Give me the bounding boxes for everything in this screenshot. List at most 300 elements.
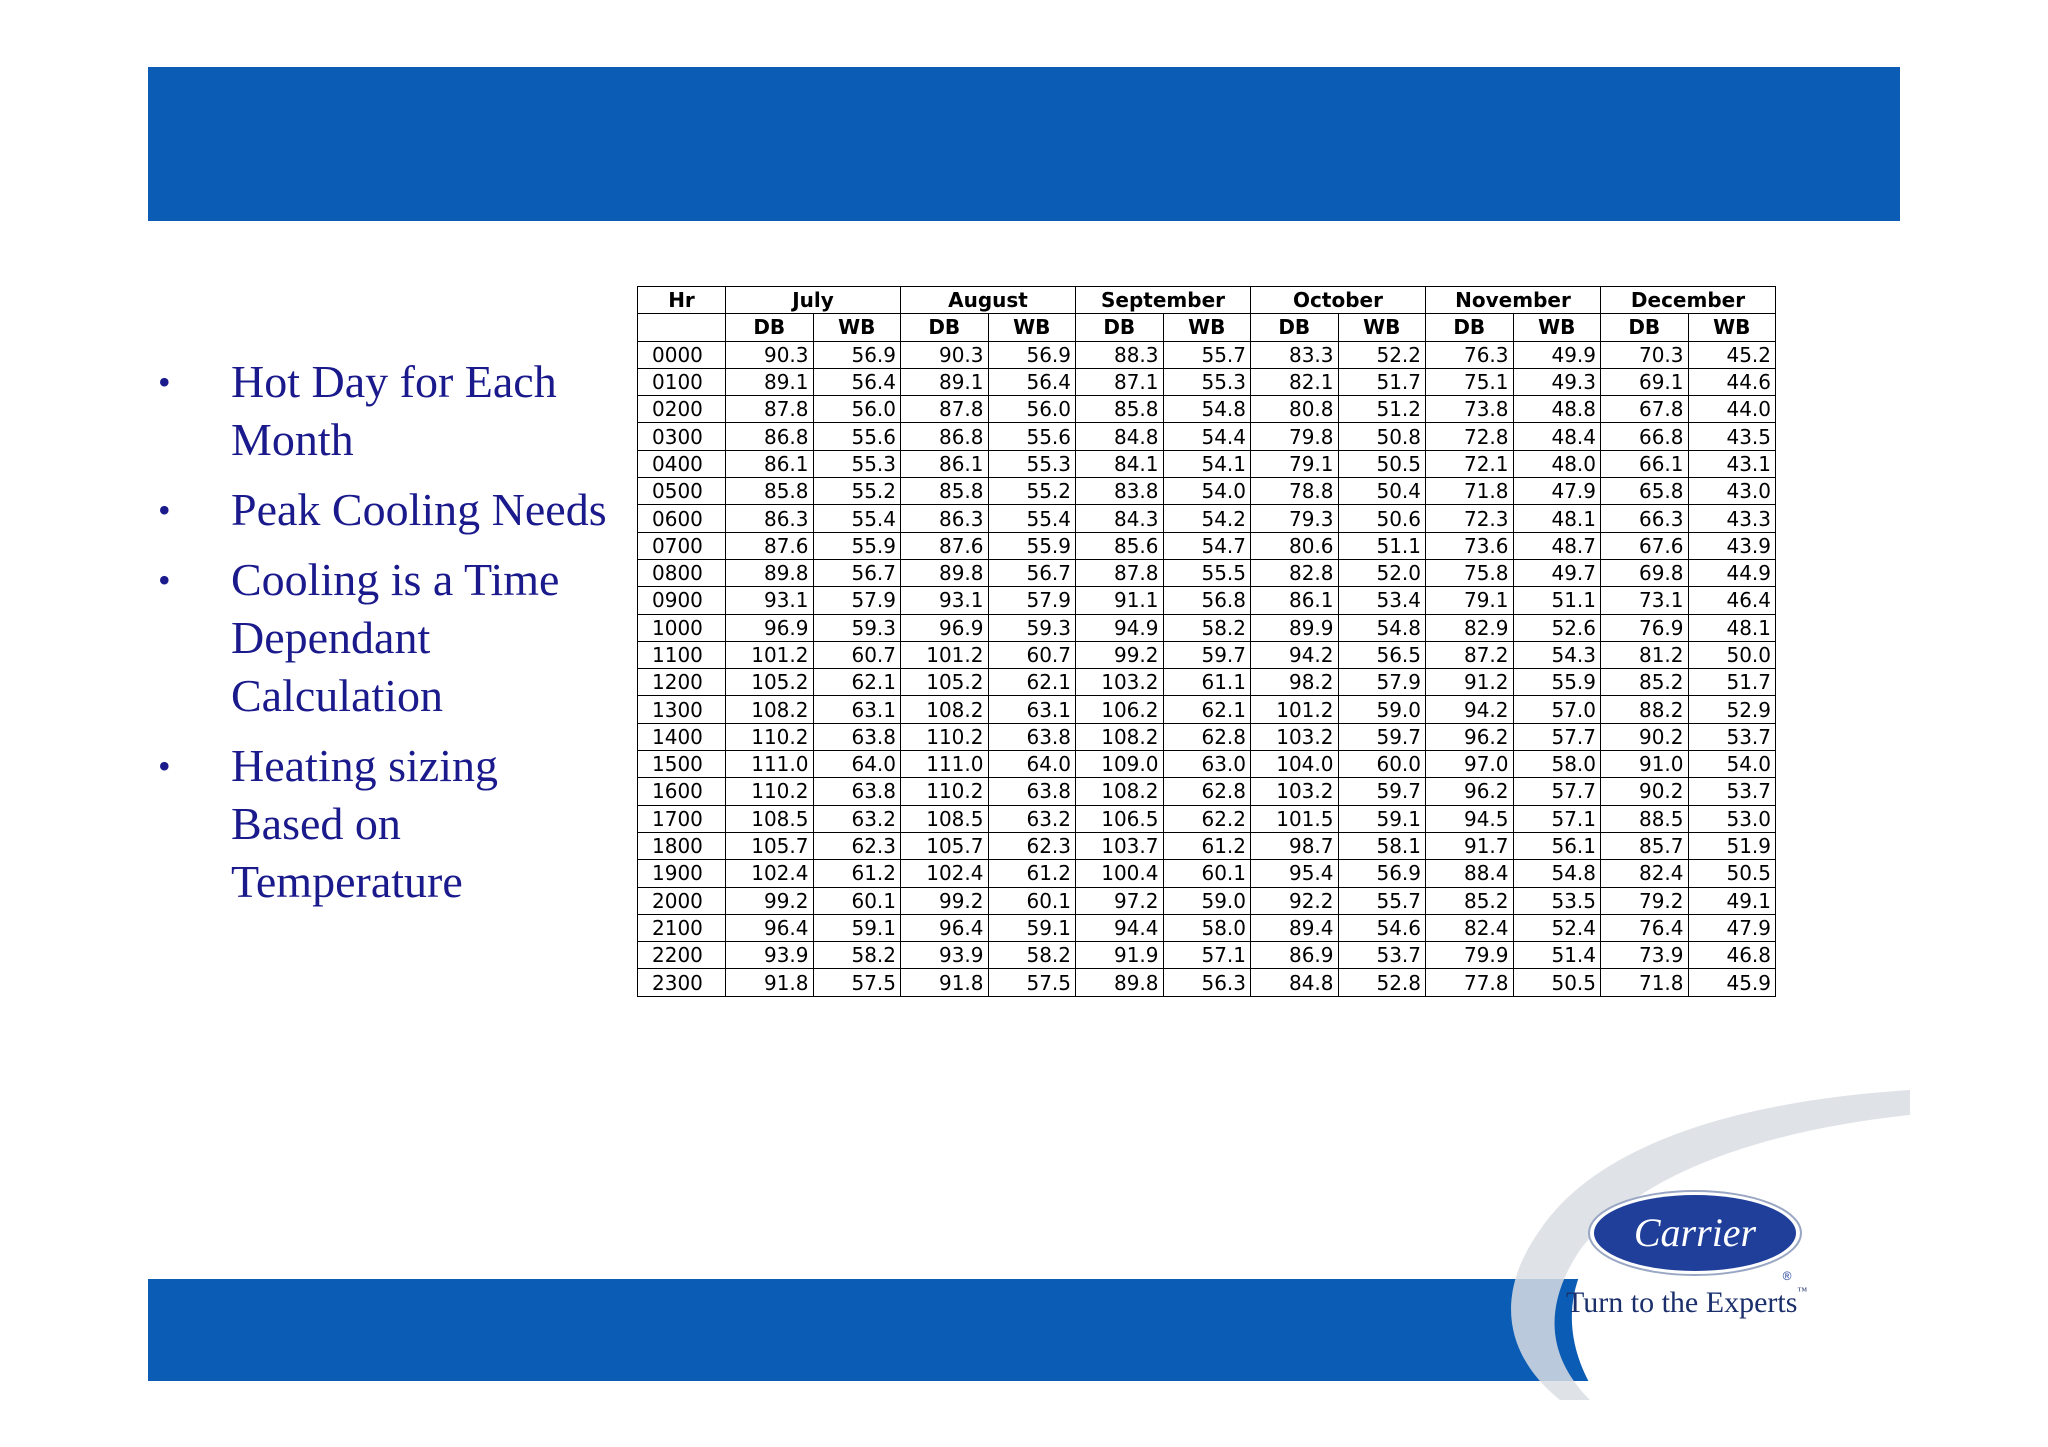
wb-cell: 50.4: [1338, 478, 1426, 505]
db-cell: 94.2: [1251, 641, 1339, 668]
wb-cell: 55.3: [988, 450, 1076, 477]
logo-text: Carrier: [1633, 1210, 1757, 1255]
wb-cell: 56.9: [1338, 860, 1426, 887]
db-header: DB: [726, 314, 814, 341]
db-cell: 97.2: [1076, 887, 1164, 914]
wb-cell: 49.1: [1688, 887, 1776, 914]
wb-cell: 63.8: [813, 778, 901, 805]
db-cell: 86.8: [726, 423, 814, 450]
wb-cell: 54.8: [1513, 860, 1601, 887]
wb-cell: 48.1: [1513, 505, 1601, 532]
wb-cell: 62.3: [813, 832, 901, 859]
wb-cell: 52.6: [1513, 614, 1601, 641]
table-header-row: [638, 287, 1776, 314]
db-cell: 87.1: [1076, 368, 1164, 395]
db-cell: 102.4: [901, 860, 989, 887]
hour-cell: 2000: [638, 887, 726, 914]
db-cell: 86.1: [901, 450, 989, 477]
table-row: [638, 832, 1776, 859]
wb-cell: 54.0: [1688, 751, 1776, 778]
wb-cell: 57.1: [1163, 942, 1251, 969]
db-cell: 77.8: [1426, 969, 1514, 996]
db-cell: 79.1: [1251, 450, 1339, 477]
db-cell: 96.9: [901, 614, 989, 641]
wb-cell: 55.3: [813, 450, 901, 477]
wb-cell: 43.0: [1688, 478, 1776, 505]
db-cell: 91.7: [1426, 832, 1514, 859]
db-cell: 108.5: [726, 805, 814, 832]
wb-cell: 52.2: [1338, 341, 1426, 368]
wb-cell: 50.8: [1338, 423, 1426, 450]
wb-cell: 44.9: [1688, 559, 1776, 586]
month-header: August: [901, 287, 1076, 314]
db-cell: 85.7: [1601, 832, 1689, 859]
db-cell: 87.8: [726, 396, 814, 423]
db-cell: 111.0: [901, 751, 989, 778]
wb-cell: 55.9: [813, 532, 901, 559]
db-cell: 88.5: [1601, 805, 1689, 832]
table-row: [638, 860, 1776, 887]
table-row: [638, 914, 1776, 941]
db-cell: 80.8: [1251, 396, 1339, 423]
wb-cell: 54.0: [1163, 478, 1251, 505]
wb-cell: 53.4: [1338, 587, 1426, 614]
wb-cell: 46.8: [1688, 942, 1776, 969]
db-cell: 73.9: [1601, 942, 1689, 969]
wb-cell: 59.0: [1338, 696, 1426, 723]
wb-cell: 48.0: [1513, 450, 1601, 477]
table-row: [638, 478, 1776, 505]
wb-cell: 62.1: [988, 669, 1076, 696]
wb-cell: 60.7: [813, 641, 901, 668]
db-cell: 67.8: [1601, 396, 1689, 423]
db-cell: 71.8: [1426, 478, 1514, 505]
db-cell: 108.2: [1076, 778, 1164, 805]
wb-cell: 55.9: [1513, 669, 1601, 696]
month-header: October: [1251, 287, 1426, 314]
db-cell: 92.2: [1251, 887, 1339, 914]
db-cell: 96.4: [901, 914, 989, 941]
wb-cell: 55.9: [988, 532, 1076, 559]
wb-cell: 52.8: [1338, 969, 1426, 996]
wb-cell: 45.9: [1688, 969, 1776, 996]
wb-cell: 58.0: [1163, 914, 1251, 941]
wb-cell: 43.5: [1688, 423, 1776, 450]
db-cell: 101.5: [1251, 805, 1339, 832]
wb-cell: 64.0: [988, 751, 1076, 778]
wb-cell: 55.4: [813, 505, 901, 532]
wb-cell: 54.4: [1163, 423, 1251, 450]
wb-header: WB: [1163, 314, 1251, 341]
db-cell: 109.0: [1076, 751, 1164, 778]
db-cell: 76.9: [1601, 614, 1689, 641]
registered-mark: ®: [1782, 1269, 1792, 1283]
hour-cell: 1700: [638, 805, 726, 832]
wb-cell: 56.0: [813, 396, 901, 423]
wb-cell: 62.2: [1163, 805, 1251, 832]
wb-cell: 60.1: [1163, 860, 1251, 887]
db-cell: 103.7: [1076, 832, 1164, 859]
wb-cell: 47.9: [1513, 478, 1601, 505]
table-row: [638, 341, 1776, 368]
hour-cell: 1900: [638, 860, 726, 887]
wb-cell: 54.2: [1163, 505, 1251, 532]
wb-header: WB: [813, 314, 901, 341]
db-cell: 79.8: [1251, 423, 1339, 450]
wb-cell: 58.2: [813, 942, 901, 969]
db-cell: 87.8: [901, 396, 989, 423]
wb-header: WB: [1513, 314, 1601, 341]
wb-cell: 55.3: [1163, 368, 1251, 395]
wb-cell: 54.7: [1163, 532, 1251, 559]
db-cell: 84.3: [1076, 505, 1164, 532]
wb-cell: 57.0: [1513, 696, 1601, 723]
wb-cell: 57.5: [813, 969, 901, 996]
db-cell: 89.8: [1076, 969, 1164, 996]
wb-cell: 56.8: [1163, 587, 1251, 614]
db-cell: 99.2: [1076, 641, 1164, 668]
wb-cell: 51.7: [1688, 669, 1776, 696]
wb-cell: 59.3: [988, 614, 1076, 641]
db-cell: 69.1: [1601, 368, 1689, 395]
wb-cell: 54.6: [1338, 914, 1426, 941]
db-cell: 105.7: [726, 832, 814, 859]
db-cell: 94.5: [1426, 805, 1514, 832]
wb-cell: 44.0: [1688, 396, 1776, 423]
db-cell: 88.4: [1426, 860, 1514, 887]
table-row: [638, 450, 1776, 477]
db-cell: 84.8: [1251, 969, 1339, 996]
db-cell: 94.2: [1426, 696, 1514, 723]
hour-cell: 0000: [638, 341, 726, 368]
db-cell: 87.6: [901, 532, 989, 559]
wb-cell: 59.0: [1163, 887, 1251, 914]
hour-cell: 0700: [638, 532, 726, 559]
db-cell: 89.1: [726, 368, 814, 395]
db-cell: 90.2: [1601, 723, 1689, 750]
wb-cell: 51.2: [1338, 396, 1426, 423]
wb-cell: 56.3: [1163, 969, 1251, 996]
table-row: [638, 532, 1776, 559]
db-cell: 110.2: [901, 723, 989, 750]
db-cell: 66.1: [1601, 450, 1689, 477]
db-cell: 82.4: [1426, 914, 1514, 941]
wb-cell: 55.4: [988, 505, 1076, 532]
wb-cell: 57.1: [1513, 805, 1601, 832]
db-cell: 82.1: [1251, 368, 1339, 395]
db-cell: 80.6: [1251, 532, 1339, 559]
hour-cell: 1800: [638, 832, 726, 859]
db-cell: 84.8: [1076, 423, 1164, 450]
db-cell: 86.1: [726, 450, 814, 477]
db-cell: 95.4: [1251, 860, 1339, 887]
wb-cell: 63.1: [813, 696, 901, 723]
db-cell: 91.2: [1426, 669, 1514, 696]
wb-cell: 61.2: [988, 860, 1076, 887]
db-cell: 96.4: [726, 914, 814, 941]
db-cell: 66.3: [1601, 505, 1689, 532]
wb-cell: 52.4: [1513, 914, 1601, 941]
db-cell: 82.9: [1426, 614, 1514, 641]
db-cell: 91.8: [726, 969, 814, 996]
table-row: [638, 614, 1776, 641]
wb-cell: 63.8: [813, 723, 901, 750]
wb-cell: 57.9: [988, 587, 1076, 614]
wb-cell: 50.5: [1338, 450, 1426, 477]
db-cell: 96.2: [1426, 723, 1514, 750]
month-header: July: [726, 287, 901, 314]
wb-cell: 59.7: [1338, 778, 1426, 805]
db-cell: 101.2: [726, 641, 814, 668]
wb-cell: 57.7: [1513, 778, 1601, 805]
db-cell: 99.2: [726, 887, 814, 914]
db-header: DB: [1076, 314, 1164, 341]
table-row: [638, 368, 1776, 395]
blank-header: [638, 314, 726, 341]
wb-cell: 57.7: [1513, 723, 1601, 750]
wb-cell: 52.9: [1688, 696, 1776, 723]
wb-cell: 56.4: [813, 368, 901, 395]
wb-cell: 60.0: [1338, 751, 1426, 778]
wb-header: WB: [1688, 314, 1776, 341]
table-row: [638, 396, 1776, 423]
table-row: [638, 423, 1776, 450]
header-band: [148, 67, 1900, 221]
table-row: [638, 587, 1776, 614]
hour-cell: 0800: [638, 559, 726, 586]
db-cell: 73.1: [1601, 587, 1689, 614]
wb-cell: 53.7: [1688, 778, 1776, 805]
wb-cell: 56.9: [988, 341, 1076, 368]
hour-header: Hr: [638, 287, 726, 314]
db-cell: 72.8: [1426, 423, 1514, 450]
hour-cell: 1500: [638, 751, 726, 778]
wb-cell: 53.0: [1688, 805, 1776, 832]
db-cell: 71.8: [1601, 969, 1689, 996]
db-cell: 94.4: [1076, 914, 1164, 941]
hour-cell: 0200: [638, 396, 726, 423]
db-cell: 100.4: [1076, 860, 1164, 887]
db-cell: 102.4: [726, 860, 814, 887]
wb-cell: 48.7: [1513, 532, 1601, 559]
wb-cell: 60.7: [988, 641, 1076, 668]
hour-cell: 2100: [638, 914, 726, 941]
db-cell: 82.4: [1601, 860, 1689, 887]
db-cell: 83.8: [1076, 478, 1164, 505]
db-cell: 76.4: [1601, 914, 1689, 941]
wb-cell: 54.8: [1338, 614, 1426, 641]
db-header: DB: [1426, 314, 1514, 341]
wb-cell: 57.9: [1338, 669, 1426, 696]
bullet-item: • Hot Day for Each Month: [158, 353, 608, 469]
db-cell: 87.2: [1426, 641, 1514, 668]
db-cell: 89.9: [1251, 614, 1339, 641]
db-cell: 86.3: [901, 505, 989, 532]
db-cell: 97.0: [1426, 751, 1514, 778]
table-row: [638, 751, 1776, 778]
wb-cell: 56.7: [988, 559, 1076, 586]
wb-cell: 54.8: [1163, 396, 1251, 423]
wb-cell: 56.5: [1338, 641, 1426, 668]
hour-cell: 0600: [638, 505, 726, 532]
table-row: [638, 641, 1776, 668]
wb-header: WB: [1338, 314, 1426, 341]
db-cell: 86.1: [1251, 587, 1339, 614]
db-cell: 86.3: [726, 505, 814, 532]
month-header: December: [1601, 287, 1776, 314]
db-cell: 91.9: [1076, 942, 1164, 969]
db-cell: 72.1: [1426, 450, 1514, 477]
wb-cell: 63.2: [813, 805, 901, 832]
wb-cell: 49.7: [1513, 559, 1601, 586]
wb-cell: 58.1: [1338, 832, 1426, 859]
db-cell: 90.3: [901, 341, 989, 368]
db-cell: 98.7: [1251, 832, 1339, 859]
hour-cell: 2300: [638, 969, 726, 996]
wb-cell: 63.8: [988, 723, 1076, 750]
db-cell: 87.8: [1076, 559, 1164, 586]
wb-cell: 49.9: [1513, 341, 1601, 368]
db-cell: 110.2: [726, 778, 814, 805]
wb-cell: 53.7: [1338, 942, 1426, 969]
db-cell: 105.2: [901, 669, 989, 696]
db-cell: 88.2: [1601, 696, 1689, 723]
wb-cell: 59.1: [1338, 805, 1426, 832]
table-row: [638, 969, 1776, 996]
db-cell: 110.2: [726, 723, 814, 750]
hour-cell: 1600: [638, 778, 726, 805]
wb-cell: 62.8: [1163, 723, 1251, 750]
wb-cell: 47.9: [1688, 914, 1776, 941]
db-cell: 96.2: [1426, 778, 1514, 805]
wb-cell: 56.9: [813, 341, 901, 368]
db-header: DB: [1601, 314, 1689, 341]
db-cell: 106.2: [1076, 696, 1164, 723]
db-cell: 79.2: [1601, 887, 1689, 914]
wb-cell: 54.1: [1163, 450, 1251, 477]
wb-cell: 63.2: [988, 805, 1076, 832]
wb-cell: 61.2: [1163, 832, 1251, 859]
hour-cell: 1100: [638, 641, 726, 668]
db-cell: 86.8: [901, 423, 989, 450]
db-cell: 108.2: [1076, 723, 1164, 750]
db-cell: 79.9: [1426, 942, 1514, 969]
db-cell: 103.2: [1251, 723, 1339, 750]
wb-cell: 53.7: [1688, 723, 1776, 750]
db-cell: 79.3: [1251, 505, 1339, 532]
wb-cell: 62.1: [1163, 696, 1251, 723]
db-cell: 93.9: [726, 942, 814, 969]
wb-cell: 50.0: [1688, 641, 1776, 668]
wb-cell: 50.5: [1513, 969, 1601, 996]
hour-cell: 1000: [638, 614, 726, 641]
table-subheader-row: [638, 314, 1776, 341]
db-cell: 86.9: [1251, 942, 1339, 969]
wb-header: WB: [988, 314, 1076, 341]
db-cell: 94.9: [1076, 614, 1164, 641]
db-cell: 108.5: [901, 805, 989, 832]
bullet-list: [158, 353, 608, 923]
db-cell: 90.2: [1601, 778, 1689, 805]
db-cell: 105.7: [901, 832, 989, 859]
db-cell: 87.6: [726, 532, 814, 559]
db-cell: 85.8: [726, 478, 814, 505]
db-cell: 93.1: [901, 587, 989, 614]
wb-cell: 59.3: [813, 614, 901, 641]
hour-cell: 2200: [638, 942, 726, 969]
wb-cell: 59.1: [988, 914, 1076, 941]
db-cell: 89.4: [1251, 914, 1339, 941]
hour-cell: 1200: [638, 669, 726, 696]
db-header: DB: [1251, 314, 1339, 341]
wb-cell: 55.2: [813, 478, 901, 505]
wb-cell: 43.9: [1688, 532, 1776, 559]
wb-cell: 62.3: [988, 832, 1076, 859]
wb-cell: 51.1: [1513, 587, 1601, 614]
wb-cell: 45.2: [1688, 341, 1776, 368]
db-cell: 85.6: [1076, 532, 1164, 559]
db-cell: 83.3: [1251, 341, 1339, 368]
db-cell: 108.2: [901, 696, 989, 723]
wb-cell: 59.7: [1338, 723, 1426, 750]
db-cell: 70.3: [1601, 341, 1689, 368]
wb-cell: 51.4: [1513, 942, 1601, 969]
db-cell: 67.6: [1601, 532, 1689, 559]
wb-cell: 62.8: [1163, 778, 1251, 805]
wb-cell: 46.4: [1688, 587, 1776, 614]
db-cell: 101.2: [901, 641, 989, 668]
db-cell: 88.3: [1076, 341, 1164, 368]
wb-cell: 59.7: [1163, 641, 1251, 668]
wb-cell: 51.1: [1338, 532, 1426, 559]
bullet-item: • Cooling is a Time Dependant Calculation: [158, 551, 608, 725]
wb-cell: 55.6: [988, 423, 1076, 450]
wb-cell: 54.3: [1513, 641, 1601, 668]
table-body: [638, 341, 1776, 996]
wb-cell: 55.2: [988, 478, 1076, 505]
db-cell: 101.2: [1251, 696, 1339, 723]
wb-cell: 48.4: [1513, 423, 1601, 450]
wb-cell: 56.0: [988, 396, 1076, 423]
wb-cell: 51.9: [1688, 832, 1776, 859]
wb-cell: 44.6: [1688, 368, 1776, 395]
wb-cell: 50.5: [1688, 860, 1776, 887]
wb-cell: 63.0: [1163, 751, 1251, 778]
db-cell: 65.8: [1601, 478, 1689, 505]
hour-cell: 1400: [638, 723, 726, 750]
hourly-temperature-table: [637, 286, 1776, 997]
table-row: [638, 942, 1776, 969]
table-row: [638, 723, 1776, 750]
db-cell: 99.2: [901, 887, 989, 914]
table-row: [638, 887, 1776, 914]
db-cell: 96.9: [726, 614, 814, 641]
hour-cell: 0500: [638, 478, 726, 505]
wb-cell: 58.2: [988, 942, 1076, 969]
db-cell: 90.3: [726, 341, 814, 368]
wb-cell: 61.2: [813, 860, 901, 887]
db-cell: 106.5: [1076, 805, 1164, 832]
bullet-dot-icon: •: [158, 560, 171, 600]
bullet-dot-icon: •: [158, 490, 171, 530]
wb-cell: 53.5: [1513, 887, 1601, 914]
wb-cell: 57.5: [988, 969, 1076, 996]
db-cell: 73.8: [1426, 396, 1514, 423]
wb-cell: 62.1: [813, 669, 901, 696]
wb-cell: 60.1: [813, 887, 901, 914]
db-cell: 85.2: [1601, 669, 1689, 696]
wb-cell: 58.2: [1163, 614, 1251, 641]
